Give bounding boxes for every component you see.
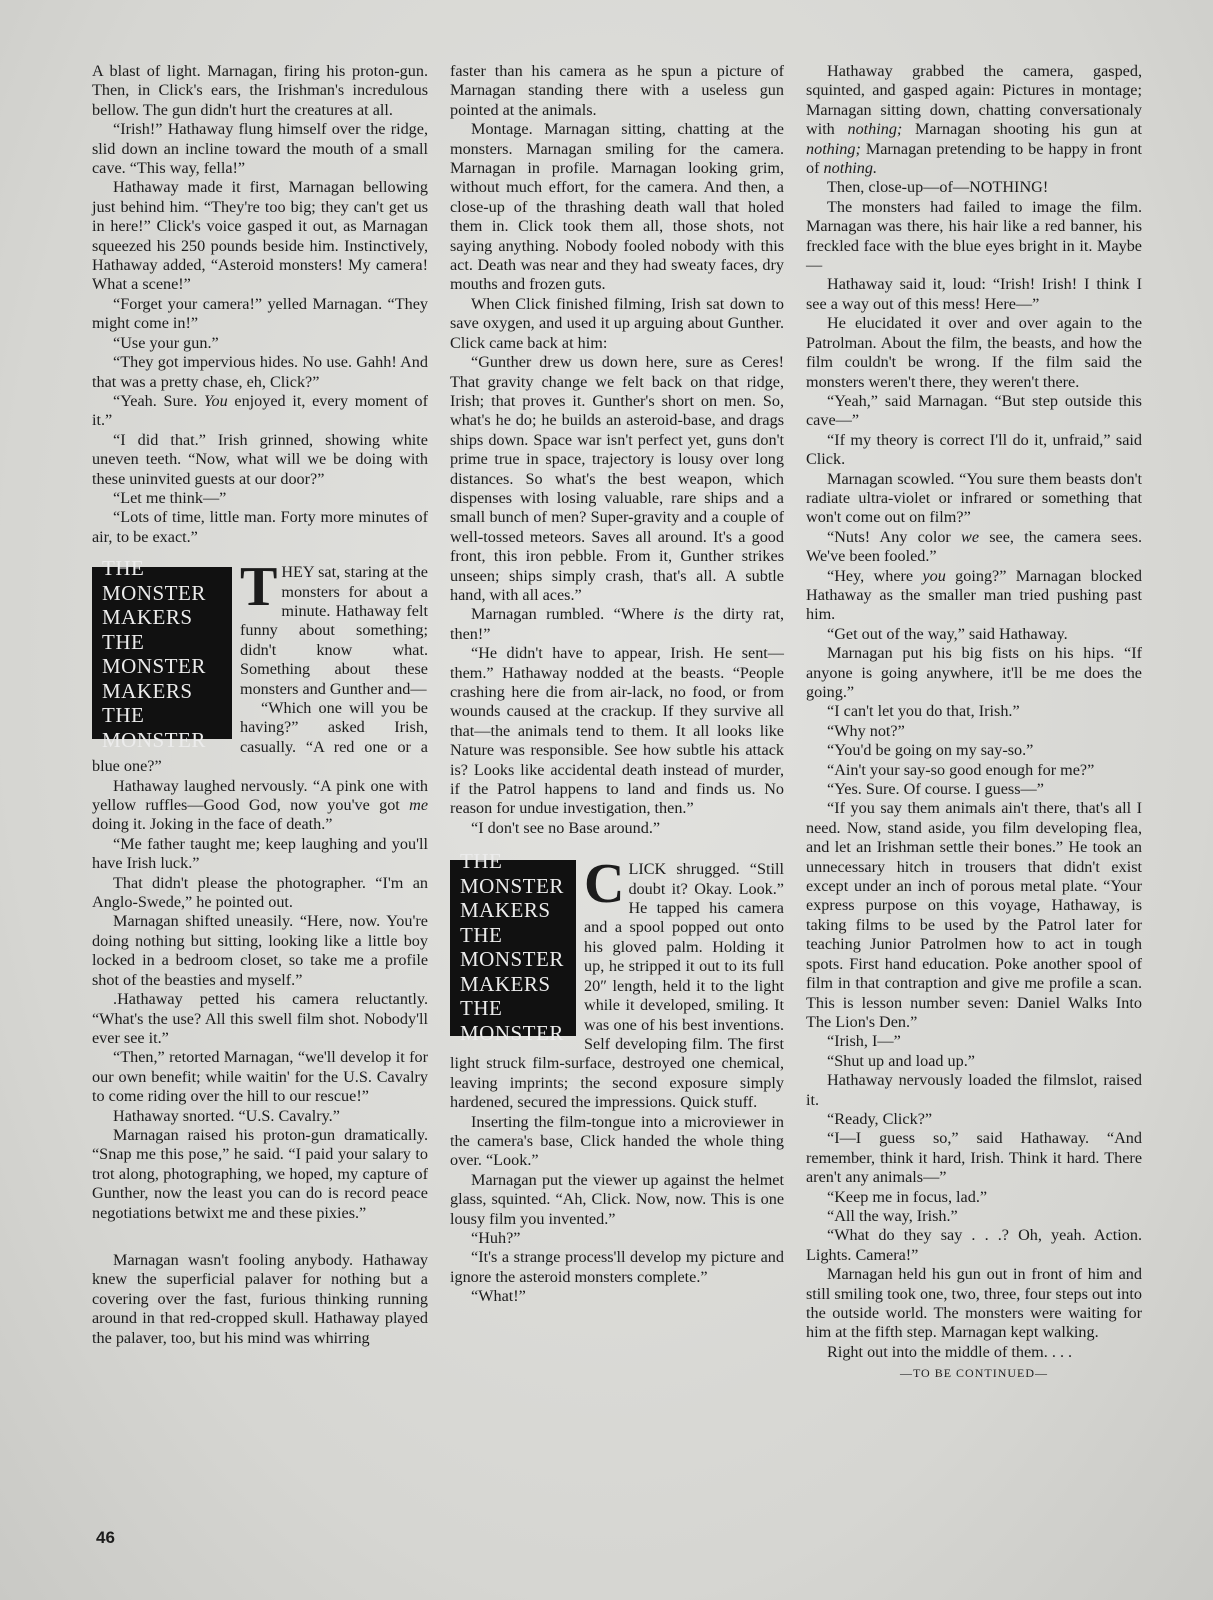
paragraph: “Ain't your say-so good enough for me?” (827, 760, 1095, 779)
box-line: MONSTER (460, 1020, 564, 1045)
paragraph: Marnagan scowled. “You sure them beasts don't radiate ultra-violet or infrared or something that won't come out on film?” (806, 469, 1142, 527)
paragraph: Hathaway said it, loud: “Irish! Irish! I think I see a way out of this mess! Here—” (806, 275, 1142, 313)
paragraph: “Hey, where you going?” Marnagan blocked Hathaway as the smaller man tried pushing past him. (806, 566, 1142, 624)
paragraph: Marnagan put the viewer up against the helmet glass, squinted. “Ah, Click. Now, now. This is one lousy film you invented.” (450, 1170, 784, 1228)
page-number: 46 (96, 1528, 115, 1547)
paragraph: “I don't see no Base around.” (471, 818, 661, 837)
paragraph: “Nuts! Any color we see, the camera sees. We've been fooled.” (806, 527, 1143, 566)
paragraph: “Keep me in focus, lad.” (827, 1187, 988, 1206)
paragraph: “Why not?” (827, 721, 905, 740)
paragraph: “All the way, Irish.” (827, 1206, 958, 1225)
box-line: MAKERS (460, 971, 551, 996)
paragraph: .Hathaway petted his camera reluctantly. “What's the use? All this swell film shot. Nobody'll ever see it.” (92, 990, 428, 1047)
paragraph: Montage. Marnagan sitting, chatting at the monsters. Marnagan smiling for the camera. Marnagan in profile. Marnagan looking grim, without much effort, for the camera. And then, a close-up of the thrashing death wall that holed them in. Click took them all, those shots, not saying anything. Nobody fooled nobody with this act. Death was near and they had sweaty faces, dry mouths and frozen guts. (450, 120, 784, 294)
paragraph: Marnagan put his big fists on his hips. “If anyone is going anywhere, it'll be me does the going.” (806, 644, 1142, 701)
paragraph: Marnagan held his gun out in front of him and still smiling took one, two, three, four steps out into the outside world. The monsters were waiting for him at the fifth step. Marnagan kept walking. (806, 1265, 1142, 1342)
section-break-title-box (92, 556, 232, 752)
paragraph: “Yeah. Sure. You enjoyed it, every moment of it.” (92, 391, 428, 430)
paragraph: Marnagan rumbled. “Where is the dirty rat, then!” (450, 605, 784, 643)
paragraph: “Yes. Sure. Of course. I guess—” (827, 780, 1044, 799)
paragraph: Marnagan shifted uneasily. “Here, now. You're doing nothing but sitting, looking like a little boy locked in a bedroom closet, so take me a profile shot of the beasties and myself.” (92, 912, 428, 989)
paragraph: That didn't please the photographer. “I'm an Anglo-Swede,” he pointed out. (92, 873, 428, 912)
column-3 (806, 62, 1142, 1384)
drop-cap: C (584, 853, 625, 916)
paragraph: “Forget your camera!” yelled Marnagan. “They might come in!” (92, 294, 428, 333)
box-line: MONSTER (102, 654, 206, 679)
paragraph: “I did that.” Irish grinned, showing white uneven teeth. “Now, what will we be doing with these uninvited guests at our door?” (92, 430, 428, 488)
paragraph: “Irish!” Hathaway flung himself over the ridge, slid down an incline toward the mouth of a small cave. “This way, fella!” (92, 120, 428, 178)
box-line: MAKERS (102, 678, 193, 703)
paragraph: “If my theory is correct I'll do it, unfraid,” said Click. (806, 430, 1142, 469)
column-2 (450, 62, 784, 1307)
paragraph: Marnagan raised his proton-gun dramatically. “Snap me this pose,” he said. “I paid your salary to trot along, photographing, we hoped, my capture of Gunther, now the least you can do is record peace negotiations betwixt me and these pixies.” (92, 1125, 428, 1222)
paragraph: Hathaway made it first, Marnagan bellowing just behind him. “They're too big; they can't get us in here!” Click's voice gasped it out, as Marnagan squeezed his 250 pounds beside him. Instinctively, Hathaway added, “Asteroid monsters! My camera! What a scene!” (92, 178, 428, 294)
paragraph: “What do they say . . .? Oh, yeah. Action. Lights. Camera!” (806, 1226, 1142, 1264)
paragraph: “Huh?” (471, 1228, 521, 1247)
paragraph: “Let me think—” (113, 488, 227, 507)
paragraph: “They got impervious hides. No use. Gahh! And that was a pretty chase, eh, Click?” (92, 353, 428, 391)
column-1 (92, 62, 428, 1348)
paragraph: Inserting the film-tongue into a microviewer in the camera's base, Click handed the whole thing over. “Look.” (450, 1112, 784, 1170)
paragraph: “Which one will you be having?” asked Irish, casually. “A red one or a blue one?” (92, 699, 428, 776)
paragraph: Then, close-up—of—NOTHING! (827, 178, 1049, 197)
to-be-continued: —TO BE CONTINUED— (899, 1366, 1049, 1381)
box-line: MONSTER (102, 727, 206, 752)
paragraph: A blast of light. Marnagan, firing his proton-gun. Then, in Click's ears, the Irishman's incredulous bellow. The gun didn't hurt the creatures at all. (92, 62, 428, 119)
paragraph: Hathaway grabbed the camera, gasped, squinted, and gasped again: Pictures in montage; Marnagan sitting down, chatting conversationaly with nothing; Marnagan shooting his gun at nothing; Marnagan pretending to be happy in front of nothing. (806, 62, 1142, 178)
paragraph: “He didn't have to appear, Irish. He sent—them.” Hathaway nodded at the beasts. “People crashing here die from air-lack, no food, or from wounds caused at the crackup. If they survive all that—the animals tend to them. It all looks like Nature was responsible. See how subtle his attack is? Looks like accidental death instead of murder, if the Patrol happens to land and finds us. No reason for undue investigation, then.” (450, 644, 784, 818)
paragraph: Hathaway snorted. “U.S. Cavalry.” (113, 1106, 340, 1125)
paragraph: “What!” (471, 1287, 526, 1306)
paragraph: “You'd be going on my say-so.” (827, 741, 1034, 760)
box-line: THE (460, 849, 503, 874)
paragraph: “Irish, I—” (827, 1032, 901, 1051)
box-line: THE (102, 703, 145, 728)
box-line: MONSTER (460, 873, 564, 898)
box-line: THE (102, 556, 145, 581)
paragraph: CLICK shrugged. “Still doubt it? Okay. Look.” He tapped his camera and a spool popped out onto his gloved palm. Holding it up, he stripped it out to its full 20″ length, held it to the light while it developed, smiling. It was one of his best inventions. Self developing film. The first light struck film-surface, destroyed one chemical, leaving imprints; the second exposure simply hardened, secured the impressions. Quick stuff. (450, 853, 784, 1112)
box-line: THE (460, 996, 503, 1021)
paragraph: faster than his camera as he spun a picture of Marnagan standing there with a useless gun pointed at the animals. (450, 62, 784, 119)
paragraph: “If you say them animals ain't there, that's all I need. Now, stand aside, you film developing flea, and let an Irishman settle their bones.” He took an unnecessary hitch in trousers that didn't exist except under an inch of porous metal plate. “Your express purpose on this voyage, Hathaway, is taking films to be used by the Patrol later for teaching Junior Patrolmen how to act in tough spots. First hand education. Poke another spool of film in that contraption and give me profile a scan. This is lesson number seven: Daniel Walks Into The Lion's Den.” (806, 799, 1142, 1031)
paragraph: The monsters had failed to image the film. Marnagan was there, his hair like a red banner, his freckled face with the blue eyes bright in it. Maybe— (806, 197, 1142, 275)
paragraph: “Get out of the way,” said Hathaway. (827, 624, 1068, 643)
paragraph: “Shut up and load up.” (827, 1051, 975, 1070)
box-line: MAKERS (460, 898, 551, 923)
paragraph: “Then,” retorted Marnagan, “we'll develop it for our own benefit; while waitin' for the U.S. Cavalry to come riding over the hill to our rescue!” (92, 1048, 428, 1106)
paragraph: Hathaway laughed nervously. “A pink one with yellow ruffles—Good God, now you've got me doing it. Joking in the face of death.” (92, 776, 428, 834)
box-line: MONSTER (102, 580, 206, 605)
box-line: THE (460, 922, 503, 947)
box-line: MONSTER (460, 947, 564, 972)
paragraph: “I—I guess so,” said Hathaway. “And remember, think it hard, Irish. Think it hard. There aren't any animals—” (806, 1129, 1142, 1187)
paragraph: “Lots of time, little man. Forty more minutes of air, to be exact.” (92, 508, 428, 546)
paragraph: “I can't let you do that, Irish.” (827, 702, 1020, 721)
paragraph: “Use your gun.” (113, 333, 219, 352)
section-break-title-box (450, 849, 576, 1045)
box-line: THE (102, 629, 145, 654)
paragraph: “Ready, Click?” (827, 1109, 933, 1128)
paragraph: THEY sat, staring at the monsters for about a minute. Hathaway felt funny about something; didn't know what. Something about these monsters and Gunther and— (240, 556, 428, 698)
paragraph: Right out into the middle of them. . . . (827, 1342, 1073, 1361)
paragraph: Hathaway nervously loaded the filmslot, raised it. (806, 1071, 1142, 1109)
paragraph: He elucidated it over and over again to the Patrolman. About the film, the beasts, and how the film couldn't be wrong. If the film said the monsters weren't there, they weren't there. (806, 314, 1142, 391)
box-line: MAKERS (102, 605, 193, 630)
paragraph: Marnagan wasn't fooling anybody. Hathaway knew the superficial palaver for nothing but a covering over the fast, furious thinking running around in that red-cropped skull. Hathaway played the palaver, too, but his mind was whirring (92, 1250, 428, 1347)
paragraph: When Click finished filming, Irish sat down to save oxygen, and used it up arguing about Gunther. Click came back at him: (450, 294, 784, 352)
paragraph: “It's a strange process'll develop my picture and ignore the asteroid monsters complete.” (450, 1248, 784, 1286)
paragraph: “Me father taught me; keep laughing and you'll have Irish luck.” (92, 834, 428, 873)
paragraph: “Gunther drew us down here, sure as Ceres! That gravity change we felt back on that ridge, Irish; that proves it. Gunther's short on men. So, what's he do; he builds an asteroid-base, and drags ships down. Space war isn't perfect yet, guns don't prime true in space, trajectory is lousy over long distances. So what's the best weapon, which dispenses with losing valuable, rare ships and a small bunch of men? Super-gravity and a couple of well-tossed meteors. Saves all around. It's a good front, this iron pebble. From it, Gunther strikes unseen; ships simply crash, that's all. A subtle hand, with all aces.” (450, 353, 784, 604)
drop-cap: T (240, 556, 278, 619)
paragraph: “Yeah,” said Marnagan. “But step outside this cave—” (806, 391, 1142, 430)
